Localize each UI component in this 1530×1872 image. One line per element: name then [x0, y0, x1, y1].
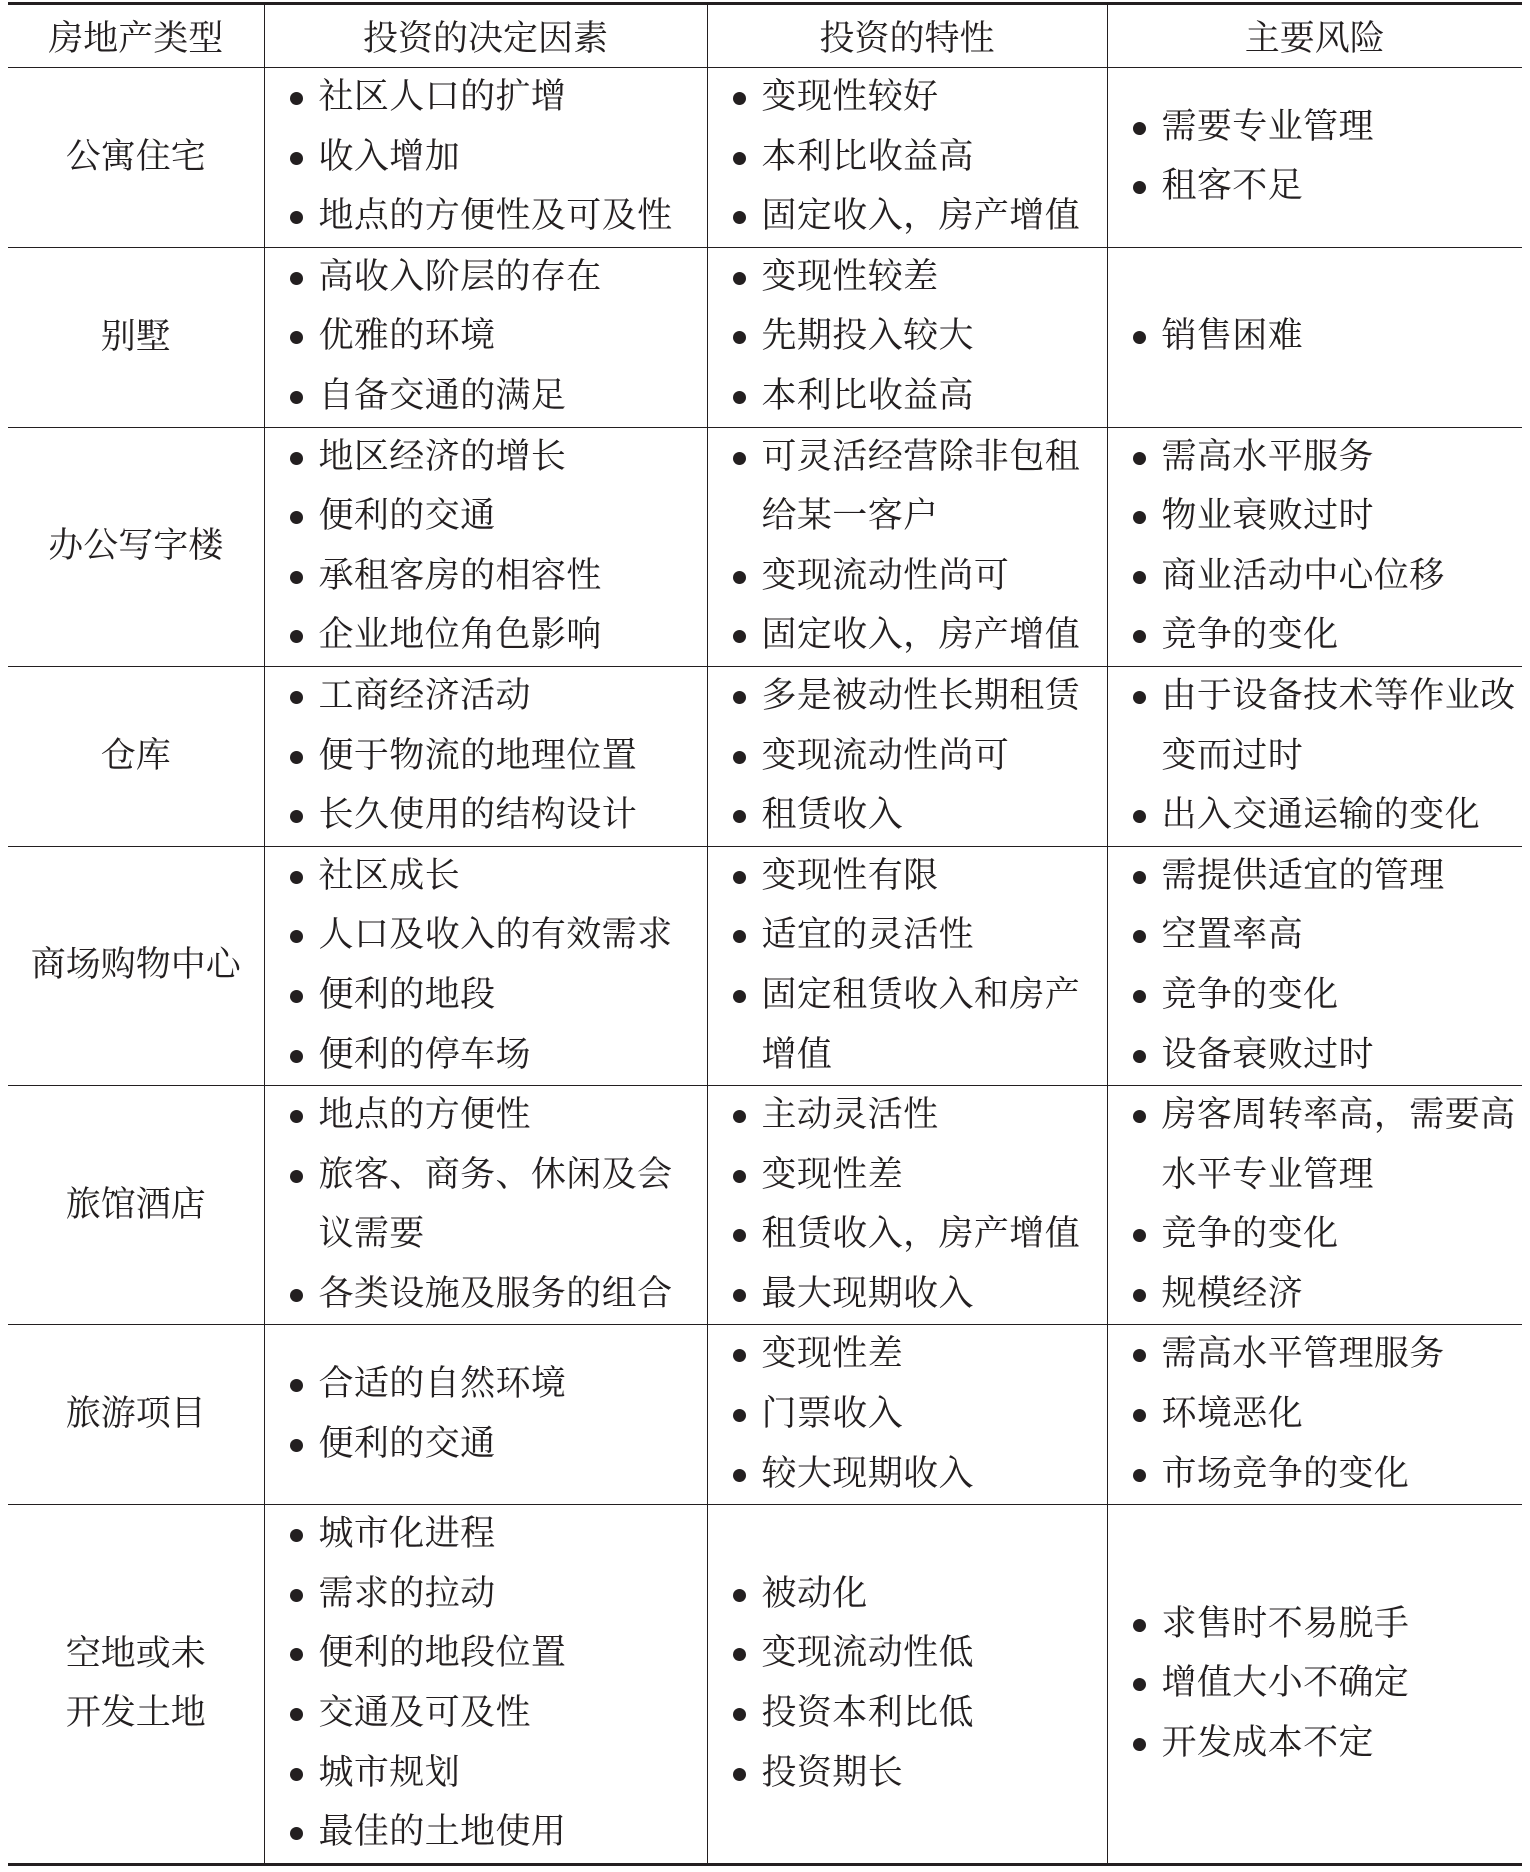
list-item: 需提供适宜的管理 — [1132, 847, 1517, 907]
table-header — [8, 4, 1522, 68]
characteristics-cell — [707, 1325, 1107, 1505]
risks-cell — [1107, 68, 1522, 248]
bullet-list — [265, 1505, 707, 1863]
list-item: 变现性较好 — [732, 68, 1101, 128]
header-investment-factors: 投资的决定因素 — [264, 4, 707, 68]
table-row — [8, 1505, 1522, 1865]
factors-cell — [264, 68, 707, 248]
list-item: 需要专业管理 — [1132, 98, 1517, 158]
property-type-label: 公寓住宅 — [65, 136, 206, 177]
property-type-cell — [8, 846, 264, 1085]
list-item: 合适的自然环境 — [289, 1355, 701, 1415]
list-item: 竞争的变化 — [1132, 606, 1517, 666]
factors-cell — [264, 1505, 707, 1865]
property-type-label: 旅游项目 — [65, 1394, 206, 1435]
risks-cell — [1107, 666, 1522, 846]
header-property-type: 房地产类型 — [8, 4, 264, 68]
list-item: 环境恶化 — [1132, 1385, 1517, 1445]
list-item: 地区经济的增长 — [289, 428, 701, 488]
list-item: 竞争的变化 — [1132, 1205, 1517, 1265]
factors-cell — [264, 247, 707, 427]
bullet-list — [1108, 1325, 1523, 1504]
table-row — [8, 427, 1522, 666]
list-item: 规模经济 — [1132, 1265, 1517, 1325]
risks-cell — [1107, 846, 1522, 1085]
list-item: 需高水平服务 — [1132, 428, 1517, 488]
list-item: 便利的地段 — [289, 966, 701, 1026]
list-item: 最大现期收入 — [732, 1265, 1101, 1325]
list-item: 最佳的土地使用 — [289, 1803, 701, 1863]
characteristics-cell — [707, 427, 1107, 666]
property-type-cell — [8, 247, 264, 427]
list-item: 由于设备技术等作业改变而过时 — [1132, 667, 1517, 786]
property-type-label: 空地或未 — [65, 1634, 206, 1675]
list-item: 长久使用的结构设计 — [289, 786, 701, 846]
list-item: 变现流动性尚可 — [732, 547, 1101, 607]
header-main-risks: 主要风险 — [1107, 4, 1522, 68]
property-type-label: 开发土地 — [65, 1693, 206, 1734]
property-type-label: 旅馆酒店 — [65, 1184, 206, 1225]
table-row — [8, 68, 1522, 248]
factors-cell — [264, 846, 707, 1085]
bullet-list — [708, 1565, 1107, 1803]
list-item: 固定收入，房产增值 — [732, 187, 1101, 247]
list-item: 设备衰败过时 — [1132, 1026, 1517, 1086]
table-row — [8, 666, 1522, 846]
table-row — [8, 1086, 1522, 1325]
bullet-list — [1108, 307, 1523, 367]
list-item: 需求的拉动 — [289, 1565, 701, 1625]
list-item: 主动灵活性 — [732, 1086, 1101, 1146]
characteristics-cell — [707, 666, 1107, 846]
list-item: 高收入阶层的存在 — [289, 248, 701, 308]
bullet-list — [265, 68, 707, 247]
list-item: 变现流动性低 — [732, 1624, 1101, 1684]
bullet-list — [708, 248, 1107, 427]
table-row — [8, 247, 1522, 427]
list-item: 企业地位角色影响 — [289, 606, 701, 666]
bullet-list — [708, 847, 1107, 1085]
list-item: 收入增加 — [289, 128, 701, 188]
characteristics-cell — [707, 1086, 1107, 1325]
header-investment-characteristics: 投资的特性 — [707, 4, 1107, 68]
list-item: 便利的停车场 — [289, 1026, 701, 1086]
property-type-cell — [8, 1505, 264, 1865]
factors-cell — [264, 666, 707, 846]
list-item: 旅客、商务、休闲及会议需要 — [289, 1146, 701, 1265]
list-item: 市场竞争的变化 — [1132, 1445, 1517, 1505]
list-item: 空置率高 — [1132, 906, 1517, 966]
list-item: 出入交通运输的变化 — [1132, 786, 1517, 846]
list-item: 固定租赁收入和房产增值 — [732, 966, 1101, 1085]
bullet-list — [265, 1355, 707, 1474]
table-row — [8, 1325, 1522, 1505]
list-item: 变现性较差 — [732, 248, 1101, 308]
property-type-label: 仓库 — [100, 735, 171, 776]
risks-cell — [1107, 1325, 1522, 1505]
bullet-list — [265, 1086, 707, 1324]
characteristics-cell — [707, 846, 1107, 1085]
list-item: 竞争的变化 — [1132, 966, 1517, 1026]
bullet-list — [708, 1325, 1107, 1504]
risks-cell — [1107, 427, 1522, 666]
factors-cell — [264, 1325, 707, 1505]
list-item: 变现性差 — [732, 1325, 1101, 1385]
characteristics-cell — [707, 68, 1107, 248]
list-item: 本利比收益高 — [732, 367, 1101, 427]
list-item: 投资期长 — [732, 1744, 1101, 1804]
factors-cell — [264, 427, 707, 666]
property-type-label: 别墅 — [100, 316, 171, 357]
list-item: 门票收入 — [732, 1385, 1101, 1445]
list-item: 社区成长 — [289, 847, 701, 907]
list-item: 地点的方便性及可及性 — [289, 187, 701, 247]
table-row — [8, 846, 1522, 1085]
bullet-list — [265, 847, 707, 1085]
list-item: 人口及收入的有效需求 — [289, 906, 701, 966]
bullet-list — [1108, 428, 1523, 666]
list-item: 房客周转率高，需要高水平专业管理 — [1132, 1086, 1517, 1205]
list-item: 先期投入较大 — [732, 307, 1101, 367]
bullet-list — [708, 667, 1107, 846]
list-item: 自备交通的满足 — [289, 367, 701, 427]
list-item: 社区人口的扩增 — [289, 68, 701, 128]
list-item: 物业衰败过时 — [1132, 487, 1517, 547]
bullet-list — [1108, 1086, 1523, 1324]
list-item: 便利的交通 — [289, 1415, 701, 1475]
bullet-list — [1108, 98, 1523, 217]
factors-cell — [264, 1086, 707, 1325]
risks-cell — [1107, 247, 1522, 427]
table-body — [8, 68, 1522, 1865]
property-type-cell — [8, 666, 264, 846]
list-item: 工商经济活动 — [289, 667, 701, 727]
bullet-list — [708, 428, 1107, 666]
header-row — [8, 4, 1522, 68]
bullet-list — [708, 1086, 1107, 1324]
list-item: 求售时不易脱手 — [1132, 1595, 1517, 1655]
list-item: 优雅的环境 — [289, 307, 701, 367]
risks-cell — [1107, 1086, 1522, 1325]
list-item: 较大现期收入 — [732, 1445, 1101, 1505]
list-item: 承租客房的相容性 — [289, 547, 701, 607]
list-item: 变现性有限 — [732, 847, 1101, 907]
list-item: 交通及可及性 — [289, 1684, 701, 1744]
characteristics-cell — [707, 1505, 1107, 1865]
characteristics-cell — [707, 247, 1107, 427]
list-item: 变现性差 — [732, 1146, 1101, 1206]
list-item: 便利的交通 — [289, 487, 701, 547]
bullet-list — [265, 248, 707, 427]
list-item: 增值大小不确定 — [1132, 1654, 1517, 1714]
list-item: 城市规划 — [289, 1744, 701, 1804]
list-item: 便利的地段位置 — [289, 1624, 701, 1684]
bullet-list — [265, 667, 707, 846]
list-item: 租赁收入，房产增值 — [732, 1205, 1101, 1265]
real-estate-investment-table — [8, 2, 1522, 1866]
list-item: 固定收入，房产增值 — [732, 606, 1101, 666]
list-item: 地点的方便性 — [289, 1086, 701, 1146]
list-item: 城市化进程 — [289, 1505, 701, 1565]
list-item: 各类设施及服务的组合 — [289, 1265, 701, 1325]
property-type-cell — [8, 1086, 264, 1325]
bullet-list — [708, 68, 1107, 247]
list-item: 销售困难 — [1132, 307, 1517, 367]
list-item: 商业活动中心位移 — [1132, 547, 1517, 607]
property-type-cell — [8, 1325, 264, 1505]
list-item: 多是被动性长期租赁 — [732, 667, 1101, 727]
list-item: 开发成本不定 — [1132, 1714, 1517, 1774]
list-item: 本利比收益高 — [732, 128, 1101, 188]
property-type-label: 商场购物中心 — [30, 945, 241, 986]
bullet-list — [1108, 1595, 1523, 1774]
bullet-list — [1108, 667, 1523, 846]
list-item: 租客不足 — [1132, 157, 1517, 217]
risks-cell — [1107, 1505, 1522, 1865]
property-type-cell — [8, 427, 264, 666]
list-item: 便于物流的地理位置 — [289, 727, 701, 787]
list-item: 变现流动性尚可 — [732, 727, 1101, 787]
list-item: 租赁收入 — [732, 786, 1101, 846]
property-type-cell — [8, 68, 264, 248]
list-item: 被动化 — [732, 1565, 1101, 1625]
list-item: 适宜的灵活性 — [732, 906, 1101, 966]
list-item: 可灵活经营除非包租给某一客户 — [732, 428, 1101, 547]
bullet-list — [1108, 847, 1523, 1085]
list-item: 需高水平管理服务 — [1132, 1325, 1517, 1385]
property-type-label: 办公写字楼 — [48, 526, 224, 567]
list-item: 投资本利比低 — [732, 1684, 1101, 1744]
bullet-list — [265, 428, 707, 666]
